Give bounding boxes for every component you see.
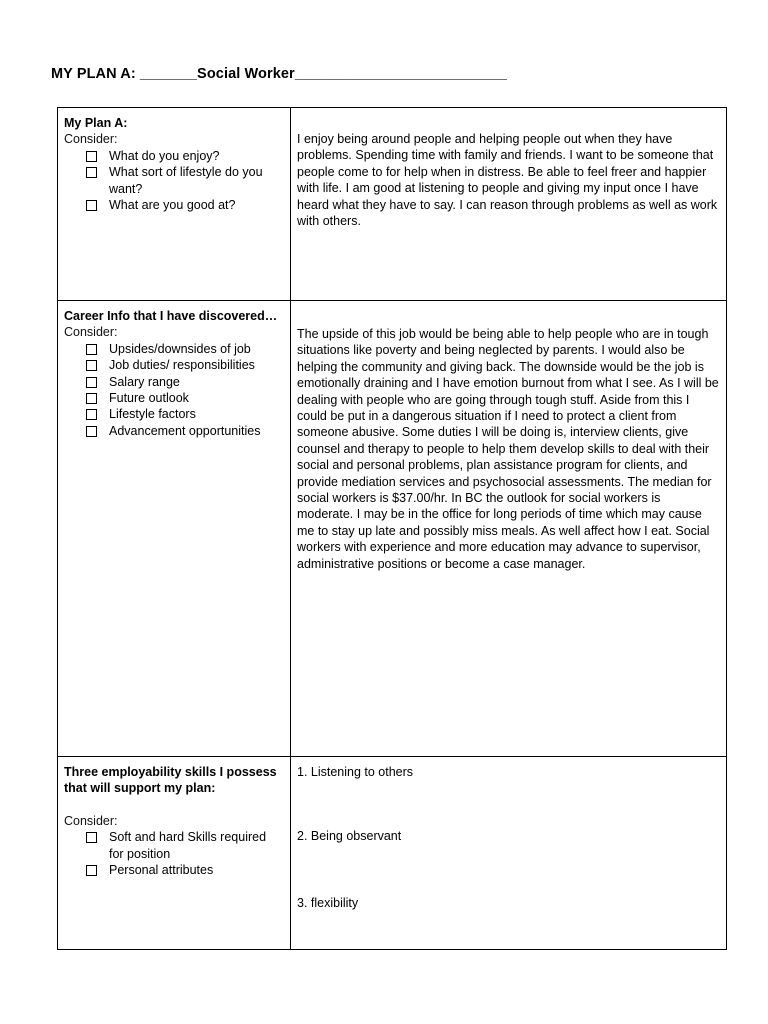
page-title: MY PLAN A: _______Social Worker__________________________ bbox=[51, 66, 508, 82]
checkbox-icon bbox=[86, 167, 97, 178]
checkbox-icon bbox=[86, 360, 97, 371]
plan-table bbox=[57, 107, 727, 950]
checklist-item bbox=[86, 374, 284, 390]
consider-checklist bbox=[64, 148, 284, 214]
checkbox-icon bbox=[86, 200, 97, 211]
career-answer: The upside of this job would be being able to help people who are in tough situations like poverty and being neglected by parents. I would also be helping the community and giving back. The downside would be the job is emotionally draining and I have emotion burnout from what I see. As I will be dealing with people who are going through tough stuff. Aside from this I could be put in a dangerous situation if I need to protect a client from someone abusive. Some duties I will be doing is, interview clients, give counsel and therapy to people to help them develop skills to deal with their social and personal problems, plan assistance program for clients, and provide mediation services and psychosocial assessments. The median for social workers is $37.00/hr. In BC the outlook for social workers is moderate. I may be in the office for long periods of time which may cause me to stay up late and possibly miss meals. As well affect how I eat. Social workers with experience and more education may advance to supervisor, administrative positions or become a case manager. bbox=[297, 327, 719, 571]
consider-label: Consider: bbox=[64, 132, 118, 147]
checklist-item-label: Upsides/downsides of job bbox=[109, 341, 251, 356]
plan-answer: I enjoy being around people and helping people out when they have problems. Spending time with family and friends. I want to be someone that people come to for help when in distress. Be able to feel freer and happier with life. I am good at listening to people and giving my input once I have heard what they have to say. I can reason through problems as well as work with others. bbox=[297, 132, 718, 229]
plan-prompt-cell bbox=[58, 108, 291, 301]
checkbox-icon bbox=[86, 865, 97, 876]
section-title: Career Info that I have discovered… bbox=[64, 309, 278, 323]
checklist-item-label: Job duties/ responsibilities bbox=[109, 358, 255, 373]
checklist-item bbox=[86, 341, 284, 357]
section-title: Three employability skills I possess that will support my plan: bbox=[64, 765, 277, 796]
checklist-item-label: What sort of lifestyle do you want? bbox=[109, 165, 263, 196]
checklist-item bbox=[86, 829, 284, 862]
checklist-item bbox=[86, 197, 284, 213]
checkbox-icon bbox=[86, 426, 97, 437]
checklist-item-label: Salary range bbox=[109, 374, 180, 389]
consider-checklist bbox=[64, 341, 284, 439]
checklist-item bbox=[86, 148, 284, 164]
career-answer-cell bbox=[291, 301, 727, 757]
checkbox-icon bbox=[86, 377, 97, 388]
checklist-item-label: Soft and hard Skills required for position bbox=[109, 830, 267, 861]
skills-prompt-cell bbox=[58, 757, 291, 950]
checkbox-icon bbox=[86, 151, 97, 162]
skill-item: 1. Listening to others bbox=[297, 765, 414, 779]
career-row bbox=[58, 301, 727, 757]
checklist-item-label: Personal attributes bbox=[109, 863, 214, 878]
career-prompt-cell bbox=[58, 301, 291, 757]
checkbox-icon bbox=[86, 409, 97, 420]
checkbox-icon bbox=[86, 344, 97, 355]
plan-answer-cell bbox=[291, 108, 727, 301]
plan-row bbox=[58, 108, 727, 301]
skill-item: 3. flexibility bbox=[297, 895, 359, 910]
checklist-item bbox=[86, 357, 284, 373]
checklist-item-label: Lifestyle factors bbox=[109, 407, 196, 422]
consider-label: Consider: bbox=[64, 325, 118, 340]
checkbox-icon bbox=[86, 832, 97, 843]
checkbox-icon bbox=[86, 393, 97, 404]
checklist-item-label: Advancement opportunities bbox=[109, 423, 261, 438]
skills-answer-cell bbox=[291, 757, 727, 950]
checklist-item bbox=[86, 164, 284, 197]
skills-row bbox=[58, 757, 727, 950]
checklist-item bbox=[86, 390, 284, 406]
skill-item: 2. Being observant bbox=[297, 829, 402, 844]
checklist-item-label: What are you good at? bbox=[109, 198, 236, 213]
consider-label: Consider: bbox=[64, 813, 118, 828]
checklist-item bbox=[86, 406, 284, 422]
checklist-item bbox=[86, 862, 284, 878]
section-title: My Plan A: bbox=[64, 116, 128, 130]
checklist-item-label: What do you enjoy? bbox=[109, 148, 220, 163]
checklist-item bbox=[86, 423, 284, 439]
checklist-item-label: Future outlook bbox=[109, 391, 189, 406]
consider-checklist bbox=[64, 829, 284, 878]
